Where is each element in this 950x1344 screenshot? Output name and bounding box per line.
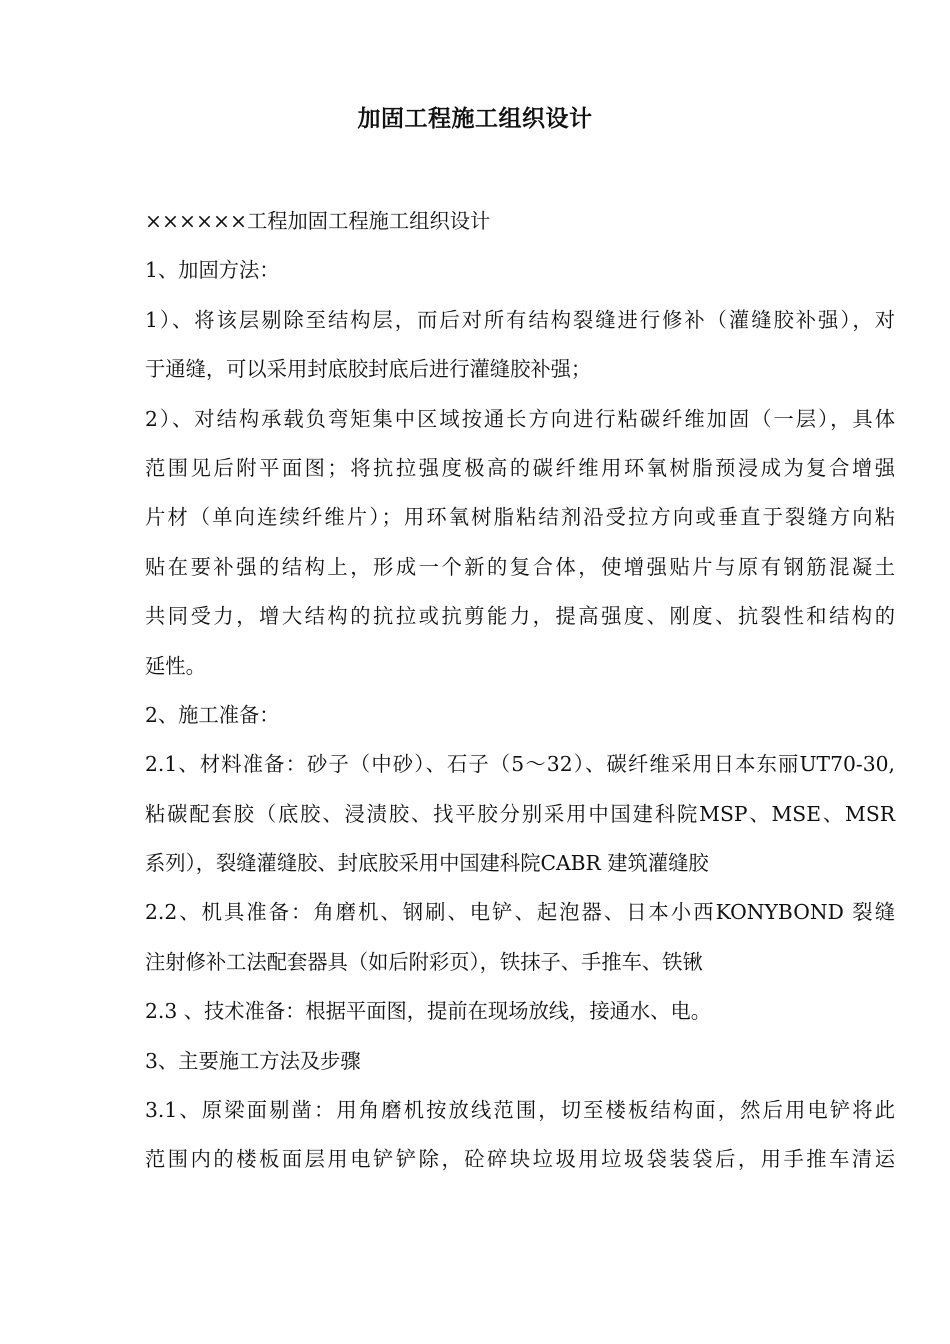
text-line: 系列），裂缝灌缝胶、封底胶采用中国建科院CABR 建筑灌缝胶 (145, 851, 709, 876)
text-line: ××××××工程加固工程施工组织设计 (145, 209, 491, 233)
text-line: 粘碳配套胶（底胶、浸渍胶、找平胶分别采用中国建科院MSP、MSE、MSR (145, 801, 895, 826)
text-line: 1、加固方法： (145, 258, 280, 283)
text-line: 延性。 (145, 653, 206, 678)
document-title: 加固工程施工组织设计 (357, 105, 593, 132)
text-line: 范围内的楼板面层用电铲铲除，砼碎块垃圾用垃圾袋装袋后，用手推车清运 (145, 1147, 895, 1172)
text-line: 共同受力，增大结构的抗拉或抗剪能力，提高强度、刚度、抗裂性和结构的 (145, 604, 895, 629)
text-line: 2.3 、技术准备：根据平面图，提前在现场放线，接通水、电。 (145, 999, 712, 1024)
document-body (145, 197, 895, 1185)
text-line: 于通缝，可以采用封底胶封底后进行灌缝胶补强； (145, 357, 592, 382)
text-line: 2）、对结构承载负弯矩集中区域按通长方向进行粘碳纤维加固（一层），具体 (145, 406, 895, 431)
text-line: 注射修补工法配套器具（如后附彩页），铁抹子、手推车、铁锹 (145, 949, 703, 974)
text-line: 3.1、原梁面剔凿：用角磨机按放线范围，切至楼板结构面，然后用电铲将此 (145, 1098, 895, 1123)
text-line: 2、施工准备： (145, 702, 280, 727)
text-line: 2.1、材料准备：砂子（中砂）、石子（5～32）、碳纤维采用日本东丽UT70-30, (145, 752, 895, 777)
text-line: 范围见后附平面图；将抗拉强度极高的碳纤维用环氧树脂预浸成为复合增强 (145, 455, 895, 480)
text-line: 1）、将该层剔除至结构层，而后对所有结构裂缝进行修补（灌缝胶补强），对 (145, 307, 895, 332)
text-line: 3、主要施工方法及步骤 (145, 1048, 361, 1073)
text-line: 片材（单向连续纤维片）；用环氧树脂粘结剂沿受拉方向或垂直于裂缝方向粘 (145, 505, 895, 530)
text-line: 2.2、机具准备：角磨机、钢刷、电铲、起泡器、日本小西KONYBOND 裂缝 (145, 900, 895, 925)
text-line: 贴在要补强的结构上，形成一个新的复合体，使增强贴片与原有钢筋混凝土 (145, 554, 895, 579)
